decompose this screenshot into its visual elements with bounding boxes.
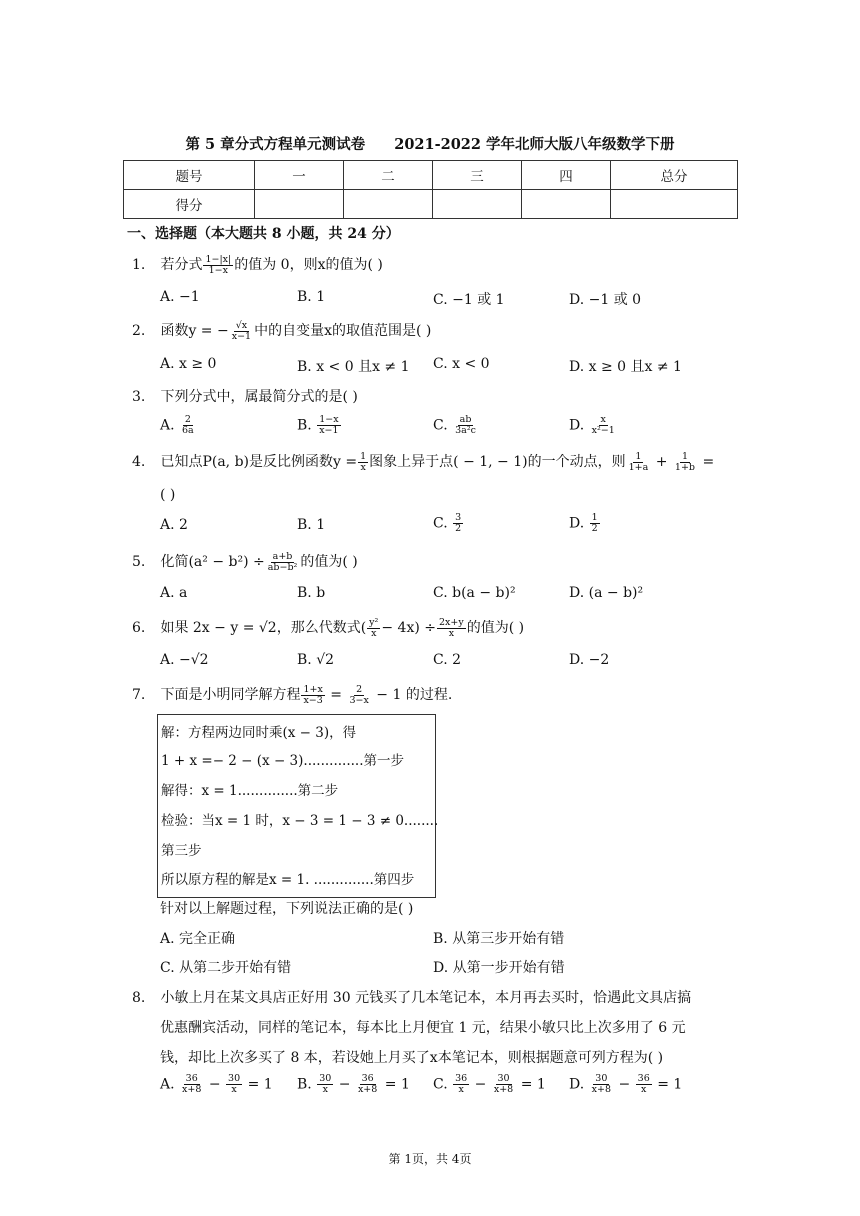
fraction-denominator: x−3	[303, 694, 323, 706]
fraction	[367, 618, 380, 639]
score-blank	[344, 190, 433, 219]
option-a[interactable]: A. −1	[160, 289, 200, 305]
question-text: 图象上异于点( − 1, − 1)的一个动点，则	[369, 454, 626, 470]
score-table	[123, 160, 738, 219]
solution-line: 1 + x =− 2 − (x − 3)..............第一步	[161, 753, 404, 769]
fraction	[636, 1074, 652, 1095]
fraction	[347, 685, 370, 706]
fraction-denominator: 3a²c	[455, 424, 476, 436]
score-cell: 得分	[124, 190, 255, 219]
question-text: 中的自变量x的取值范围是( )	[254, 323, 432, 339]
question-number: 1.	[132, 257, 146, 273]
equation-rhs: = 1	[657, 1076, 683, 1093]
fraction-numerator: 1	[635, 450, 642, 462]
equation-rhs: = 1	[384, 1076, 410, 1093]
fraction-denominator: x	[371, 627, 377, 639]
option-c[interactable]: C. −1 或 1	[433, 292, 505, 308]
option-c[interactable]: C. b(a − b)²	[433, 585, 516, 601]
answer-paren: ( )	[160, 487, 176, 503]
title-chapter: 第 5 章分式方程单元测试卷	[185, 136, 366, 153]
option-label: D.	[569, 417, 585, 434]
fraction	[301, 685, 324, 706]
fraction-numerator: a+b	[272, 550, 293, 562]
fraction-numerator: 2x+y	[439, 616, 464, 628]
fraction-denominator: x−1	[231, 330, 252, 342]
fraction	[673, 452, 697, 473]
fraction-numerator: 36	[361, 1073, 374, 1084]
option-d[interactable]: D. −2	[569, 652, 610, 668]
fraction-numerator: 36	[455, 1073, 468, 1084]
score-blank	[433, 190, 522, 219]
option-d[interactable]	[569, 513, 601, 534]
fraction-denominator: x+8	[591, 1083, 612, 1095]
fraction	[453, 415, 478, 436]
question-text: 的值为( )	[300, 554, 358, 570]
question-text: 下列分式中，属最简分式的是( )	[160, 389, 358, 405]
fraction-denominator: 3−x	[349, 694, 369, 706]
fraction-denominator: x+8	[493, 1083, 514, 1095]
score-cell: 四	[522, 161, 611, 190]
fraction-numerator: 30	[497, 1073, 510, 1084]
question-8	[132, 987, 691, 1007]
option-label: C.	[433, 1076, 448, 1093]
option-b[interactable]: B. b	[297, 585, 326, 601]
option-c[interactable]: C. 从第二步开始有错	[160, 960, 292, 976]
fraction	[317, 415, 340, 436]
equals-sign: =	[702, 454, 715, 470]
fraction-denominator: x	[360, 461, 366, 473]
question-number: 5.	[132, 554, 146, 570]
option-label: A.	[160, 417, 175, 434]
fraction-numerator: x	[600, 414, 606, 425]
option-label: D.	[569, 515, 585, 532]
fraction-numerator: 36	[185, 1073, 198, 1084]
option-a[interactable]: A. −√2	[160, 652, 209, 668]
fraction	[358, 452, 368, 473]
fraction-denominator: x−1	[319, 424, 339, 436]
fraction	[317, 1074, 333, 1095]
question-text: 化简(a² − b²) ÷	[160, 554, 265, 570]
fraction	[590, 415, 617, 436]
fraction	[180, 1074, 203, 1095]
option-b[interactable]: B. √2	[297, 652, 335, 668]
option-label: B.	[297, 1076, 312, 1093]
page-footer: 第 1页，共 4页	[388, 1152, 472, 1166]
fraction-denominator: 6a	[182, 424, 194, 436]
option-d[interactable]	[569, 415, 618, 436]
score-cell: 三	[433, 161, 522, 190]
score-cell: 题号	[124, 161, 255, 190]
fraction-numerator: 30	[228, 1073, 241, 1084]
plus-sign: +	[655, 454, 668, 470]
option-label: C.	[433, 515, 448, 532]
fraction-denominator: ab−b²	[267, 561, 298, 573]
fraction	[226, 1074, 242, 1095]
fraction-numerator: 2	[356, 683, 363, 695]
option-d[interactable]: D. x ≥ 0 且x ≠ 1	[569, 359, 682, 375]
question-text: 函数y = −	[160, 323, 229, 339]
question-text: 如果 2x − y = √2，那么代数式(	[160, 620, 367, 636]
equation-rhs: = 1	[247, 1076, 273, 1093]
option-d[interactable]: D. $\frac{30}{x+8}$ − $\frac{36}{x}$ = 1	[569, 1073, 683, 1095]
score-table-score-row	[124, 190, 738, 219]
fraction-numerator: √x	[235, 319, 248, 331]
fraction-denominator: x	[322, 1083, 328, 1095]
fraction-numerator: 1−|x|	[205, 253, 232, 265]
option-d[interactable]: D. (a − b)²	[569, 585, 644, 601]
option-label: D.	[569, 1076, 585, 1093]
question-1	[132, 254, 383, 275]
score-blank	[522, 190, 611, 219]
fraction	[356, 1074, 379, 1095]
fraction-denominator: 1+a	[628, 461, 649, 473]
question-text: 钱，却比上次多买了 8 本，若设她上月买了x本笔记本，则根据题意可列方程为( )	[160, 1050, 664, 1066]
option-b[interactable]: B. $\frac{30}{x}$ − $\frac{36}{x+8}$ = 1	[297, 1073, 410, 1095]
title-course: 2021-2022 学年北师大版八年级数学下册	[394, 136, 675, 153]
fraction	[180, 415, 196, 436]
section-heading: 一、选择题（本大题共 8 小题，共 24 分）	[127, 226, 400, 242]
option-b[interactable]: B. x < 0 且x ≠ 1	[297, 359, 410, 375]
score-cell: 一	[255, 161, 344, 190]
question-7	[132, 684, 452, 705]
question-text: 已知点P(a, b)是反比例函数y =	[160, 454, 358, 470]
option-a[interactable]: A. 2	[160, 517, 188, 533]
question-number: 2.	[132, 323, 146, 339]
fraction	[437, 618, 466, 639]
option-c[interactable]: C. $\frac{36}{x}$ − $\frac{30}{x+8}$ = 1	[433, 1073, 546, 1095]
question-text: − 4x) ÷	[381, 620, 436, 636]
score-table-header-row	[124, 161, 738, 190]
option-c[interactable]	[433, 415, 479, 436]
fraction-numerator: 36	[637, 1073, 650, 1084]
option-a[interactable]	[160, 415, 197, 436]
option-a[interactable]: A. $\frac{36}{x+8}$ − $\frac{30}{x}$ = 1	[160, 1073, 273, 1095]
fraction-numerator: 1	[591, 512, 598, 523]
option-c[interactable]	[433, 513, 464, 534]
fraction	[590, 513, 600, 534]
fraction-denominator: x	[458, 1083, 464, 1095]
question-6	[132, 617, 524, 638]
score-blank	[255, 190, 344, 219]
question-4	[132, 451, 714, 472]
score-cell: 总分	[611, 161, 738, 190]
score-cell: 二	[344, 161, 433, 190]
option-b[interactable]: B. 1	[297, 517, 326, 533]
score-blank	[611, 190, 738, 219]
question-3	[132, 386, 358, 406]
solution-line: 检验：当x = 1 时，x − 3 = 1 − 3 ≠ 0........	[161, 813, 439, 829]
question-number: 3.	[132, 389, 146, 405]
fraction-denominator: 1−x	[208, 264, 229, 276]
question-text: 下面是小明同学解方程	[160, 687, 301, 703]
fraction-numerator: 2	[184, 414, 191, 425]
fraction	[590, 1074, 613, 1095]
solution-line: 解得：x = 1..............第二步	[161, 783, 339, 799]
fraction	[492, 1074, 515, 1095]
fraction-denominator: x+8	[182, 1083, 202, 1095]
option-a[interactable]: A. 完全正确	[160, 931, 236, 947]
question-2	[132, 320, 431, 341]
option-b[interactable]	[297, 415, 342, 436]
question-text: 针对以上解题过程，下列说法正确的是( )	[160, 901, 414, 917]
fraction-numerator: ab	[459, 414, 472, 425]
option-b[interactable]: B. 从第三步开始有错	[433, 931, 565, 947]
page-title	[0, 133, 860, 154]
fraction-denominator: x	[641, 1083, 647, 1095]
equation-rhs: = 1	[520, 1076, 546, 1093]
fraction-numerator: 1	[681, 450, 688, 462]
solution-line: 第三步	[161, 843, 202, 859]
fraction	[230, 321, 253, 342]
fraction-denominator: x²−1	[591, 424, 615, 436]
fraction	[203, 255, 233, 276]
fraction-numerator: 30	[595, 1073, 608, 1084]
question-text: 小敏上月在某文具店正好用 30 元钱买了几本笔记本，本月再去买时，恰遇此文具店搞	[160, 990, 692, 1006]
fraction-denominator: 1+b	[674, 461, 696, 473]
option-d[interactable]: D. −1 或 0	[569, 292, 642, 308]
option-a[interactable]: A. a	[160, 585, 188, 601]
fraction-denominator: x	[448, 627, 455, 639]
question-5	[132, 551, 358, 572]
fraction-denominator: 2	[591, 522, 598, 534]
fraction-numerator: 1	[360, 450, 367, 462]
option-label: C.	[433, 417, 448, 434]
fraction-denominator: x+8	[357, 1083, 378, 1095]
fraction	[627, 452, 651, 473]
question-number: 4.	[132, 454, 146, 470]
question-text: 的值为 0，则x的值为( )	[234, 257, 383, 273]
fraction	[453, 513, 463, 534]
solution-line: 解：方程两边同时乘(x − 3)，得	[161, 725, 357, 741]
option-label: A.	[160, 1076, 175, 1093]
fraction-numerator: 1−x	[319, 414, 339, 425]
fraction-numerator: y²	[369, 616, 379, 628]
fraction-numerator: 30	[319, 1073, 332, 1084]
solution-line: 所以原方程的解是x = 1. ..............第四步	[161, 872, 415, 888]
option-b[interactable]: B. 1	[297, 289, 326, 305]
fraction-numerator: 3	[455, 512, 462, 523]
question-number: 6.	[132, 620, 146, 636]
question-text: 的值为( )	[466, 620, 525, 636]
question-text: 优惠酬宾活动，同样的笔记本，每本比上月便宜 1 元，结果小敏只比上次多用了 6 元	[160, 1020, 686, 1036]
option-a[interactable]: A. x ≥ 0	[160, 356, 217, 372]
option-c[interactable]: C. x < 0	[433, 356, 490, 372]
option-c[interactable]: C. 2	[433, 652, 462, 668]
question-text: − 1 的过程.	[376, 687, 453, 703]
fraction	[453, 1074, 469, 1095]
fraction	[266, 552, 300, 573]
option-d[interactable]: D. 从第一步开始有错	[433, 960, 565, 976]
question-text: 若分式	[160, 257, 203, 273]
question-number: 8.	[132, 990, 146, 1006]
fraction-denominator: x	[231, 1083, 237, 1095]
option-label: B.	[297, 417, 312, 434]
equals-sign: =	[330, 687, 343, 703]
question-number: 7.	[132, 687, 146, 703]
solution-box	[157, 714, 439, 898]
fraction-denominator: 2	[455, 522, 462, 534]
fraction-numerator: 1+x	[303, 683, 323, 695]
